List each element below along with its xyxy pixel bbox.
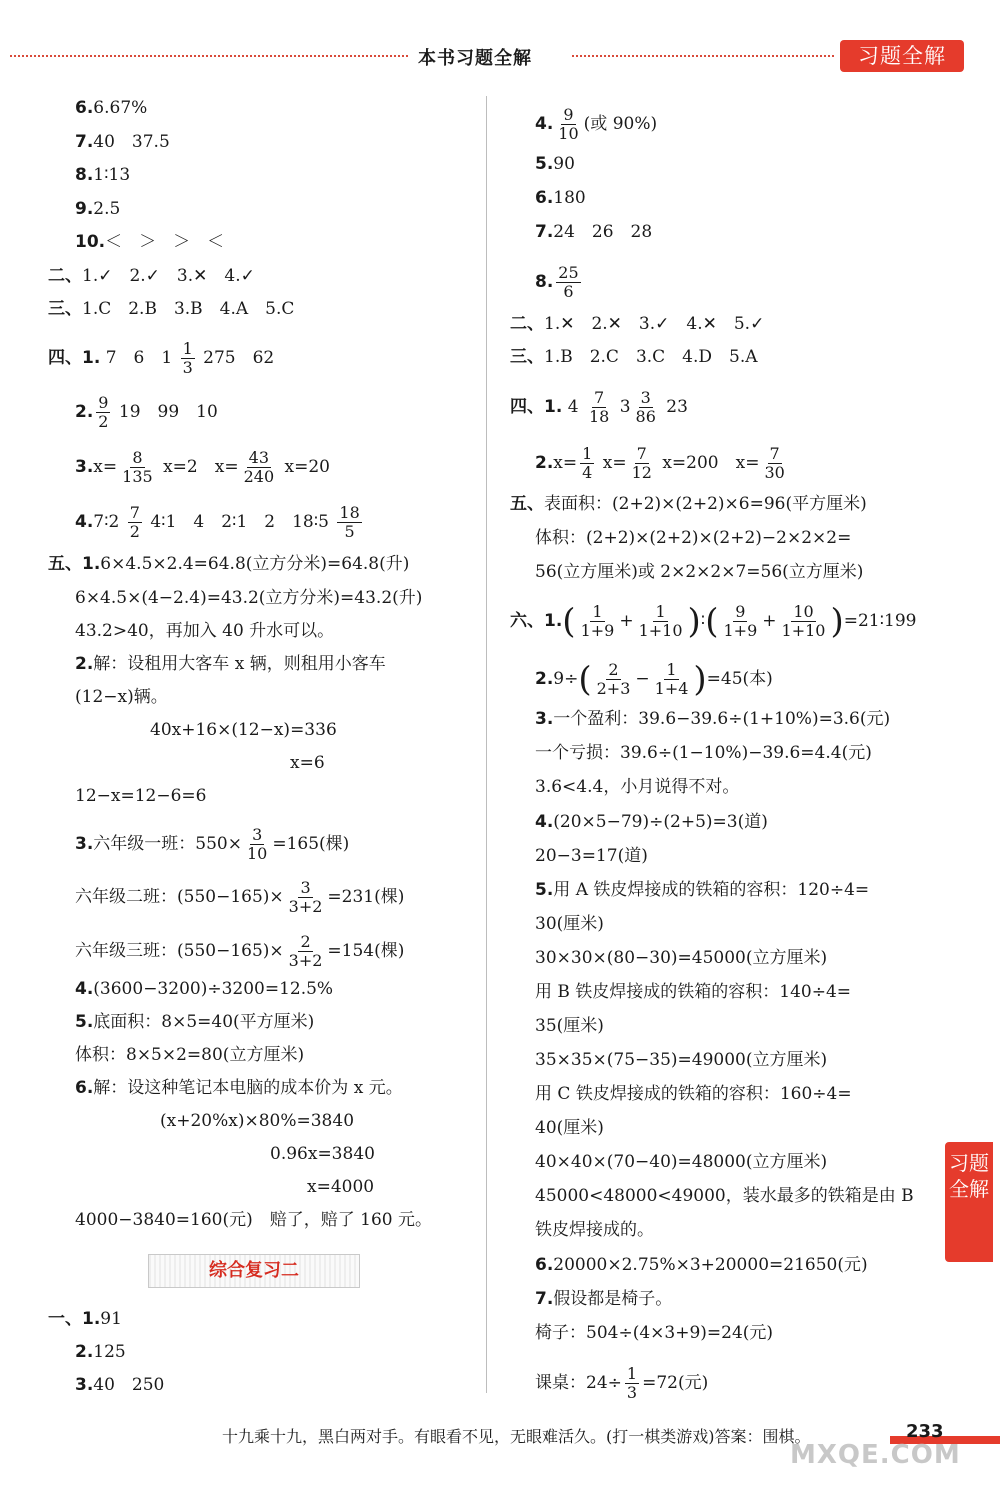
answer-line: 一个亏损：39.6÷(1−10%)−39.6=4.4(元) <box>535 743 872 763</box>
answer-text: 解：设这种笔记本电脑的成本价为 x 元。 <box>93 1078 403 1098</box>
denominator: 2 <box>129 522 140 541</box>
answer-text: 40 37.5 <box>93 132 170 152</box>
page-header-title: 本书习题全解 <box>418 48 532 69</box>
answer-text: x=2 x= <box>163 457 239 477</box>
fraction <box>762 445 786 482</box>
numerator: 1 <box>182 339 193 358</box>
answer-text: 19 99 10 <box>118 402 218 422</box>
denominator: 240 <box>243 467 275 486</box>
answer-line <box>48 1307 122 1331</box>
numerator: 7 <box>129 503 140 522</box>
denominator: 30 <box>764 463 785 482</box>
answer-text: (或 90%) <box>583 114 658 134</box>
answer-text: ＜ ＞ ＞ ＜ <box>105 232 225 252</box>
answer-text: 90 <box>553 154 575 174</box>
item-number: 8. <box>535 272 554 292</box>
answer-text: 底面积：8×5=40(平方厘米) <box>93 1012 315 1032</box>
numerator: 9 <box>735 602 746 621</box>
answer-line <box>535 220 652 244</box>
answer-line: 6×4.5×(4−2.4)=43.2(立方分米)=43.2(升) <box>75 588 423 608</box>
answer-line <box>510 389 688 426</box>
answer-line <box>48 264 255 288</box>
denominator: 1+9 <box>580 621 615 640</box>
header-rule-right <box>572 55 834 57</box>
answer-text: 假设都是椅子。 <box>553 1289 673 1309</box>
answer-text: 1.B 2.C 3.C 4.D 5.A <box>544 347 758 367</box>
column-divider <box>486 96 487 1393</box>
answer-line: 40x+16×(12−x)=336 <box>150 720 337 740</box>
item-number: 6. <box>535 1255 554 1275</box>
item-number: 2. <box>535 669 554 689</box>
answer-text: 7∶2 <box>93 512 120 532</box>
answer-text: 20000×2.75%×3+20000=21650(元) <box>553 1255 868 1275</box>
answer-line: 铁皮焊接成的。 <box>535 1220 654 1240</box>
answer-text: 6×4.5×2.4=64.8(立方分米)=64.8(升) <box>100 554 410 574</box>
numerator: 8 <box>132 448 143 467</box>
answer-line <box>75 96 147 120</box>
answer-line <box>75 163 130 187</box>
answer-line <box>510 312 764 336</box>
denominator: 5 <box>344 522 355 541</box>
numerator: 25 <box>558 263 579 282</box>
fraction <box>630 445 654 482</box>
answer-line <box>48 297 294 321</box>
answer-line <box>75 1076 403 1100</box>
denominator: 3+2 <box>288 951 323 970</box>
footer-riddle: 十九乘十九，黑白两对手。有眼看不见，无眼难活久。(打一棋类游戏)答案：围棋。 <box>222 1427 811 1446</box>
item-number: 5. <box>535 154 554 174</box>
item-number: 3. <box>75 1375 94 1395</box>
denominator: 1+10 <box>638 621 683 640</box>
answer-text: 4 <box>567 397 579 417</box>
answer-line: 35(厘米) <box>535 1016 604 1036</box>
answer-text: 24 26 28 <box>553 222 653 242</box>
answer-line <box>75 1340 126 1364</box>
answer-text: 6.67% <box>93 98 148 118</box>
fraction <box>780 603 828 640</box>
section-title: 综合复习二 <box>148 1254 360 1288</box>
answer-line <box>535 186 586 210</box>
answer-line <box>535 445 790 482</box>
answer-line <box>75 449 330 486</box>
answer-text: 1.✕ 2.✕ 3.✓ 4.✕ 5.✓ <box>544 314 765 334</box>
answer-line <box>510 492 867 516</box>
header-badge: 习题全解 <box>840 40 964 72</box>
fraction <box>634 389 658 426</box>
fraction <box>287 879 325 916</box>
numerator: 1 <box>655 602 666 621</box>
item-number: 2. <box>535 453 554 473</box>
item-number: 3. <box>535 709 554 729</box>
numerator: 2 <box>608 660 619 679</box>
numerator: 43 <box>248 448 270 467</box>
answer-text: 一个盈利：39.6−39.6÷(1+10%)=3.6(元) <box>553 709 891 729</box>
numerator: 9 <box>563 105 574 124</box>
answer-text: 180 <box>553 188 586 208</box>
fraction <box>181 340 195 377</box>
answer-line <box>75 1010 314 1034</box>
item-number: 2. <box>75 654 94 674</box>
item-number: 2. <box>75 402 94 422</box>
answer-line <box>535 152 575 176</box>
section-number: 五、1. <box>48 554 101 574</box>
answer-text: =154(棵) <box>327 941 405 961</box>
answer-line: 体积：(2+2)×(2+2)×(2+2)−2×2×2= <box>535 528 852 548</box>
answer-text: 1.✓ 2.✓ 3.✕ 4.✓ <box>82 266 255 286</box>
answer-text: 9÷ <box>553 669 579 689</box>
item-number: 6. <box>75 1078 94 1098</box>
answer-line: 40(厘米) <box>535 1118 604 1138</box>
answer-line <box>75 394 218 431</box>
item-number: 4. <box>535 114 554 134</box>
answer-text: 六年级二班：(550−165)× <box>75 887 284 907</box>
answer-line: 用 B 铁皮焊接成的铁箱的容积：140÷4= <box>535 982 852 1002</box>
item-number: 7. <box>535 222 554 242</box>
section-number: 二、 <box>48 266 82 286</box>
section-number: 二、 <box>510 314 544 334</box>
item-number: 4. <box>535 812 554 832</box>
denominator: 10 <box>247 844 268 863</box>
fraction <box>128 504 142 541</box>
answer-text: (3600−3200)÷3200=12.5% <box>93 979 334 999</box>
denominator: 12 <box>631 463 652 482</box>
section-number: 四、1. <box>510 397 563 417</box>
answer-text: x= <box>93 457 118 477</box>
answer-text: 1.C 2.B 3.B 4.A 5.C <box>82 299 295 319</box>
answer-text: 23 <box>666 397 688 417</box>
denominator: 18 <box>588 407 610 426</box>
numerator: 2 <box>300 932 311 951</box>
item-number: 2. <box>75 1342 94 1362</box>
answer-line <box>75 652 386 676</box>
watermark: MXQE.COM <box>790 1440 961 1470</box>
answer-text: 125 <box>93 1342 126 1362</box>
section-number: 三、 <box>48 299 82 319</box>
answer-line <box>535 106 657 143</box>
answer-line: (12−x)辆。 <box>75 687 168 707</box>
section-number: 一、1. <box>48 1309 101 1329</box>
numerator: 7 <box>769 444 780 463</box>
answer-text: x= <box>602 453 627 473</box>
fraction <box>587 389 611 426</box>
answer-line: 2.9÷( $\frac{2}{2+3}$ − $\frac{1}{1+4}$ )=45(本) <box>535 659 773 700</box>
answer-text: 六年级一班：550× <box>93 834 242 854</box>
answer-line: 椅子：504÷(4×3+9)=24(元) <box>535 1323 774 1343</box>
header-rule-left <box>10 55 408 57</box>
answer-text: 表面积：(2+2)×(2+2)×6=96(平方厘米) <box>544 494 867 514</box>
denominator: 1+4 <box>654 679 689 698</box>
answer-text: x=20 <box>284 457 330 477</box>
numerator: 9 <box>98 393 109 412</box>
answer-line: x=4000 <box>307 1177 375 1197</box>
answer-text: 91 <box>100 1309 122 1329</box>
answer-line: 56(立方厘米)或 2×2×2×7=56(立方厘米) <box>535 562 864 582</box>
fraction <box>556 264 580 301</box>
item-number: 6. <box>535 188 554 208</box>
denominator: 4 <box>582 463 593 482</box>
numerator: 1 <box>666 660 677 679</box>
item-number: 5. <box>75 1012 94 1032</box>
numerator: 1 <box>592 602 603 621</box>
answer-line <box>75 197 120 221</box>
item-number: 4. <box>75 512 94 532</box>
answer-line <box>75 879 404 916</box>
answer-line: 20−3=17(道) <box>535 846 648 866</box>
answer-line <box>535 1287 672 1311</box>
item-number: 6. <box>75 98 94 118</box>
denominator: 135 <box>122 467 153 486</box>
answer-text: 4∶1 4 2∶1 2 18∶5 <box>150 512 329 532</box>
answer-text: 解：设租用大客车 x 辆，则租用小客车 <box>93 654 386 674</box>
answer-text: x= <box>553 453 578 473</box>
answer-line <box>535 878 869 902</box>
fraction <box>337 504 361 541</box>
answer-text: (20×5−79)÷(2+5)=3(道) <box>553 812 768 832</box>
answer-line <box>535 707 890 731</box>
answer-line: x=6 <box>290 753 325 773</box>
numerator: 3 <box>252 825 263 844</box>
answer-line: 43.2>40，再加入 40 升水可以。 <box>75 621 335 641</box>
fraction <box>580 445 594 482</box>
numerator: 7 <box>594 388 605 407</box>
item-number: 8. <box>75 165 94 185</box>
answer-line <box>48 340 274 377</box>
numerator: 18 <box>339 503 360 522</box>
numerator: 3 <box>300 878 311 897</box>
answer-line: 4000−3840=160(元) 赔了，赔了 160 元。 <box>75 1210 432 1230</box>
denominator: 2 <box>98 412 109 431</box>
answer-line <box>75 977 333 1001</box>
section-number: 五、 <box>510 494 544 514</box>
answer-line <box>75 826 349 863</box>
side-tab: 习题全解 <box>945 1142 993 1262</box>
answer-text: =165(棵) <box>272 834 350 854</box>
answer-line <box>535 1253 868 1277</box>
answer-line: (x+20%x)×80%=3840 <box>160 1111 355 1131</box>
fraction <box>120 449 155 486</box>
numerator: 1 <box>582 444 593 463</box>
fraction <box>637 603 685 640</box>
denominator: 86 <box>635 407 656 426</box>
denominator: 3+2 <box>288 897 323 916</box>
item-number: 4. <box>75 979 94 999</box>
denominator: 6 <box>563 282 574 301</box>
fraction <box>245 826 269 863</box>
item-number: 7. <box>535 1289 554 1309</box>
fraction <box>287 933 325 970</box>
item-number: 3. <box>75 834 94 854</box>
answer-line <box>75 130 170 154</box>
denominator: 10 <box>558 124 579 143</box>
answer-text: 40 250 <box>93 1375 165 1395</box>
answer-line: 30×30×(80−30)=45000(立方厘米) <box>535 948 828 968</box>
answer-line: 0.96x=3840 <box>270 1144 375 1164</box>
numerator: 3 <box>640 388 651 407</box>
answer-line <box>75 933 404 970</box>
section-number: 四、1. <box>48 348 101 368</box>
answer-line: 30(厘米) <box>535 914 604 934</box>
answer-text: =231(棵) <box>327 887 405 907</box>
page-number: 233 <box>906 1421 944 1442</box>
answer-text: 六年级三班：(550−165)× <box>75 941 284 961</box>
item-number: 7. <box>75 132 94 152</box>
answer-line: 体积：8×5×2=80(立方厘米) <box>75 1045 305 1065</box>
fraction <box>579 603 617 640</box>
answer-text: =72(元) <box>642 1373 709 1393</box>
item-number: 5. <box>535 880 554 900</box>
answer-line: 用 C 铁皮焊接成的铁箱的容积：160÷4= <box>535 1084 852 1104</box>
fraction <box>722 603 760 640</box>
section-number: 三、 <box>510 347 544 367</box>
answer-text: x=200 x= <box>662 453 760 473</box>
answer-text: 用 A 铁皮焊接成的铁箱的容积：120÷4= <box>553 880 870 900</box>
numerator: 10 <box>793 602 814 621</box>
answer-text: 3 <box>619 397 631 417</box>
numerator: 1 <box>626 1364 638 1383</box>
denominator: 1+10 <box>781 621 826 640</box>
answer-line <box>535 1365 708 1402</box>
answer-line <box>75 230 224 254</box>
answer-line: 35×35×(75−35)=49000(立方厘米) <box>535 1050 828 1070</box>
fraction <box>653 661 691 698</box>
answer-text: 275 62 <box>203 348 275 368</box>
answer-text: =45(本) <box>706 669 773 689</box>
answer-line: 40×40×(70−40)=48000(立方厘米) <box>535 1152 828 1172</box>
answer-line <box>75 504 365 541</box>
answer-line <box>535 264 584 301</box>
item-number: 10. <box>75 232 106 252</box>
denominator: 1+9 <box>723 621 758 640</box>
denominator: 3 <box>626 1383 638 1402</box>
denominator: 3 <box>182 358 193 377</box>
item-number: 9. <box>75 199 94 219</box>
denominator: 2+3 <box>596 679 631 698</box>
answer-line: 45000<48000<49000，装水最多的铁箱是由 B <box>535 1186 914 1206</box>
answer-line <box>75 1373 164 1397</box>
answer-text: =21∶199 <box>843 611 917 631</box>
answer-line: 12−x=12−6=6 <box>75 786 207 806</box>
fraction <box>96 394 110 431</box>
answer-line <box>48 552 409 576</box>
answer-line: 六、1.( $\frac{1}{1+9}$ + $\frac{1}{1+10}$ )∶( $\frac{9}{1+9}$ + $\frac{10}{1+10}$ )=21∶199 <box>510 601 917 642</box>
answer-line <box>510 345 758 369</box>
answer-text: 1∶13 <box>93 165 131 185</box>
fraction <box>595 661 633 698</box>
answer-line <box>535 810 768 834</box>
answer-text: 2.5 <box>93 199 121 219</box>
item-number: 3. <box>75 457 94 477</box>
fraction <box>556 106 580 143</box>
fraction <box>242 449 277 486</box>
answer-text: 课桌：24÷ <box>535 1373 622 1393</box>
numerator: 7 <box>636 444 647 463</box>
answer-text: 7 6 1 <box>105 348 173 368</box>
section-number: 六、1. <box>510 611 563 631</box>
answer-line: 3.6<4.4，小月说得不对。 <box>535 777 740 797</box>
fraction <box>625 1365 639 1402</box>
